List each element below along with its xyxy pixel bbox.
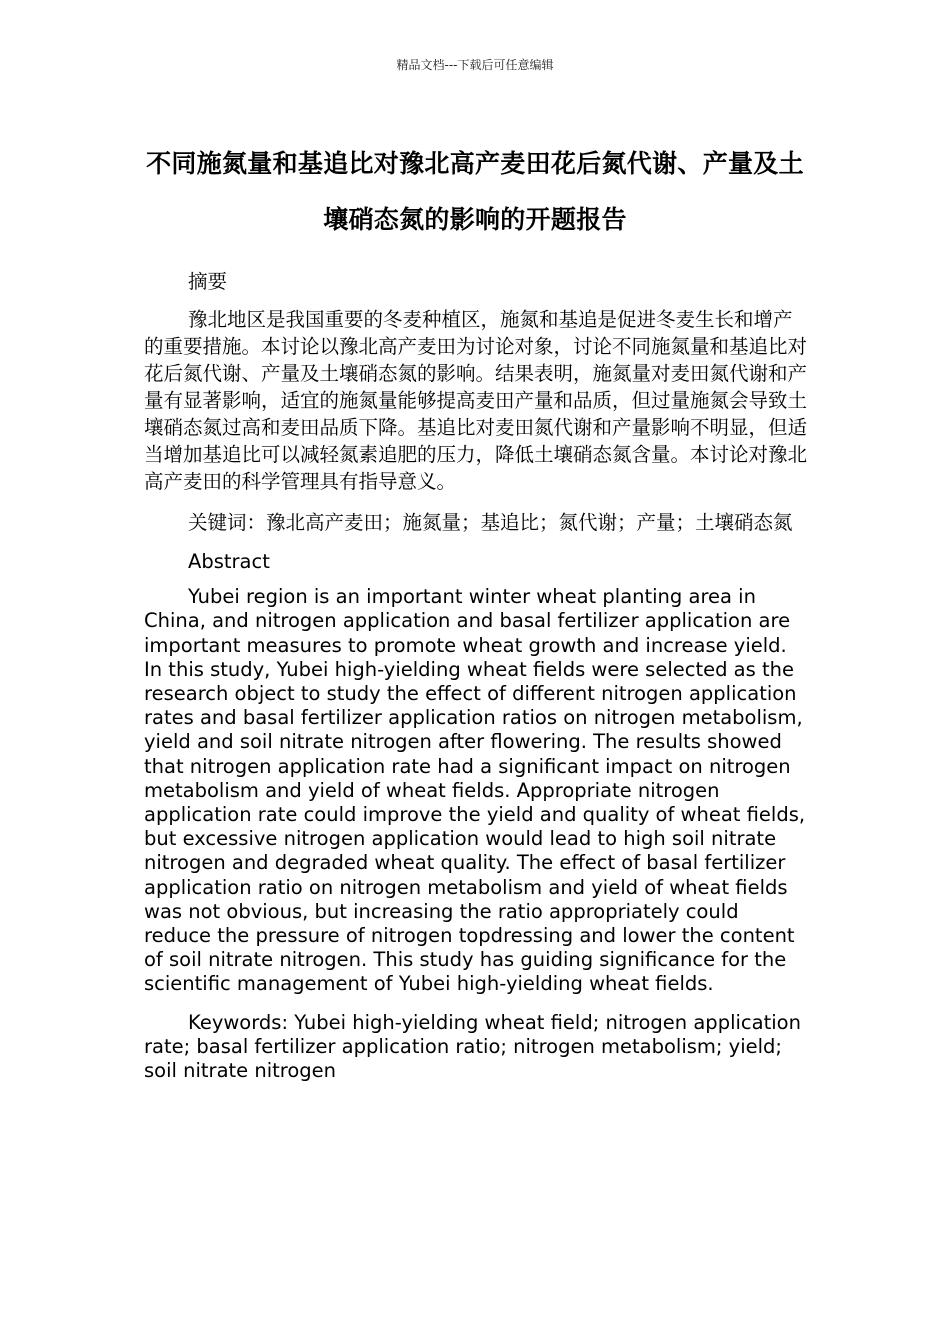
chinese-abstract-heading: 摘要 [188,270,228,293]
english-abstract-heading: Abstract [188,550,270,573]
document-title: 不同施氮量和基追比对豫北高产麦田花后氮代谢、产量及土壤硝态氮的影响的开题报告 [146,149,804,234]
chinese-keywords: 关键词：豫北高产麦田；施氮量；基追比；氮代谢；产量；土壤硝态氮 [188,511,793,534]
english-abstract-body: Yubei region is an important winter wheat planting area in China, and nitrogen application and basal fertilizer application are important measures to promote wheat growth and increase yield. In this study, Yubei high-yielding wheat fields were selected as the research object to study the effect of different nitrogen application rates and basal fertilizer application ratios on nitrogen metabolism, yield and soil nitrate nitrogen after flowering. The results showed that nitrogen application rate had a significant impact on nitrogen metabolism and yield of wheat fields. Appropriate nitrogen application rate could improve the yield and quality of wheat fields, but excessive nitrogen application would lead to high soil nitrate nitrogen and degraded wheat quality. The effect of basal fertilizer application ratio on nitrogen metabolism and yield of wheat fields was not obvious, but increasing the ratio appropriately could reduce the pressure of nitrogen topdressing and lower the content of soil nitrate nitrogen. This study has guiding significance for the scientific management of Yubei high-yielding wheat fields. [144,585,806,996]
header-note: 精品文档---下载后可任意编辑 [396,58,554,72]
chinese-abstract-body: 豫北地区是我国重要的冬麦种植区，施氮和基追是促进冬麦生长和增产的重要措施。本讨论以豫北高产麦田为讨论对象，讨论不同施氮量和基追比对花后氮代谢、产量及土壤硝态氮的影响。结果表明，施氮量对麦田氮代谢和产量有显著影响，适宜的施氮量能够提高麦田产量和品质，但过量施氮会导致土壤硝态氮过高和麦田品质下降。基追比对麦田氮代谢和产量影响不明显，但适当增加基追比可以减轻氮素追肥的压力，降低土壤硝态氮含量。本讨论对豫北高产麦田的科学管理具有指导意义。 [144,308,808,493]
english-keywords: Keywords: Yubei high-yielding wheat field; nitrogen application rate; basal fertilizer application ratio; nitrogen metabolism; yield; soil nitrate nitrogen [144,1010,801,1083]
document-body [144,268,808,1097]
